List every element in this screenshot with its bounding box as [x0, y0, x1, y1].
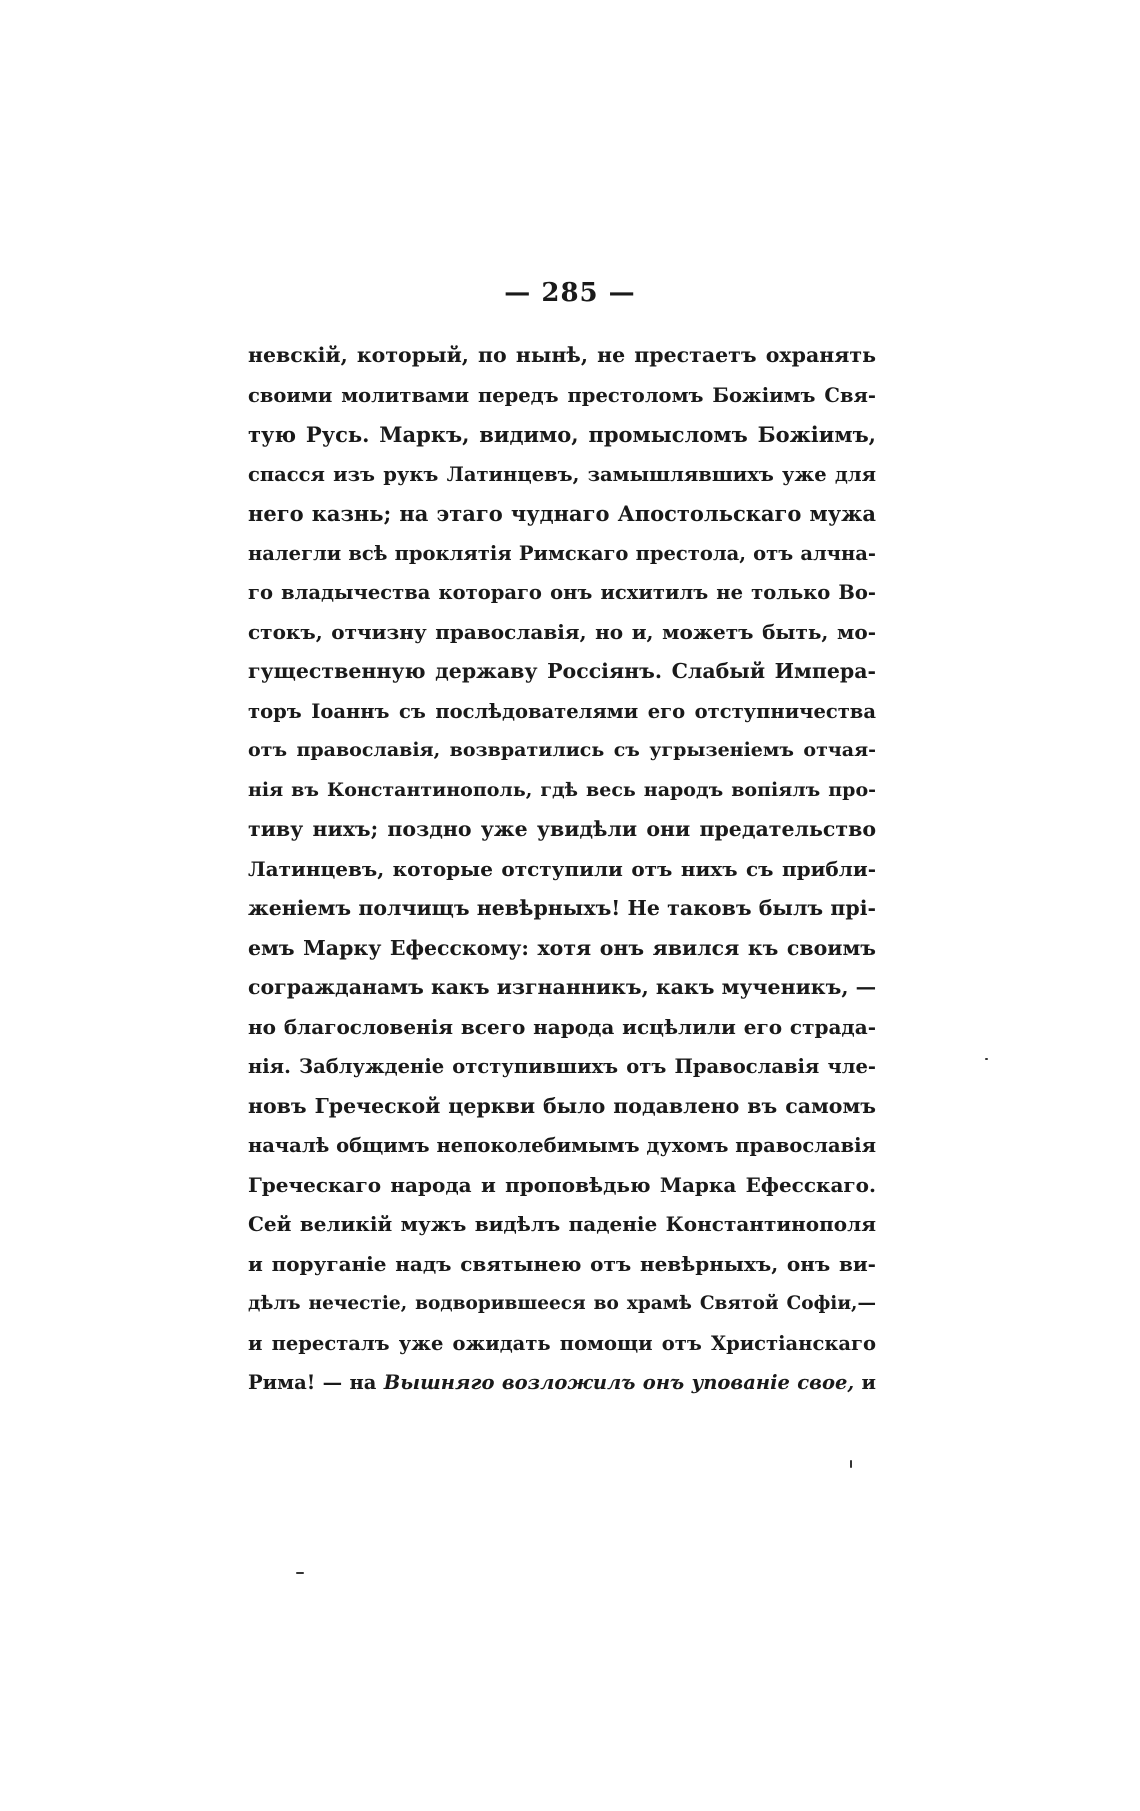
text-line: отъ православія, возвратились съ угрызеніемъ отчая- — [248, 739, 876, 761]
body-text — [248, 336, 876, 1403]
text-line: своими молитвами передъ престоломъ Божіимъ Свя- — [248, 383, 876, 407]
text-line: невскій, который, по нынѣ, не престаетъ охранять — [248, 343, 876, 367]
last-line-start: Рима! — на — [248, 1371, 377, 1394]
text-line: емъ Марку Ефесскому: хотя онъ явился къ своимъ — [248, 935, 876, 960]
text-line: налегли всѣ проклятія Римскаго престола, отъ алчна- — [248, 541, 876, 565]
scan-speck — [296, 1572, 304, 1574]
text-line: спасся изъ рукъ Латинцевъ, замышлявшихъ уже для — [248, 462, 876, 486]
text-line: го владычества котораго онъ исхитилъ не только Во- — [248, 581, 876, 604]
scan-speck — [985, 1058, 988, 1060]
text-line: дѣлъ нечестіе, водворившееся во храмѣ Святой Софіи,— — [248, 1293, 876, 1314]
page-number: — 285 — — [504, 278, 636, 308]
text-line: Греческаго народа и проповѣдью Марка Ефесскаго. — [248, 1172, 876, 1197]
text-line: тую Русь. Маркъ, видимо, промысломъ Божіимъ, — [248, 422, 876, 447]
text-line-last — [248, 1363, 876, 1403]
text-line: новъ Греческой церкви было подавлено въ самомъ — [248, 1093, 876, 1118]
text-line: и пересталъ уже ожидать помощи отъ Христіанскаго — [248, 1331, 876, 1355]
text-line: Сей великій мужъ видѣлъ паденіе Константинополя — [248, 1212, 876, 1236]
text-line: согражданамъ какъ изгнанникъ, какъ мученикъ, — — [248, 975, 876, 999]
last-line-italic: Вышняго возложилъ онъ упованіе свое, — [383, 1371, 855, 1394]
text-line: нія. Заблужденіе отступившихъ отъ Православія чле- — [248, 1055, 876, 1078]
text-line: гущественную державу Россіянъ. Слабый Импера- — [248, 659, 876, 683]
text-line: стокъ, отчизну православія, но и, можетъ быть, мо- — [248, 619, 876, 644]
text-line: нія въ Константинополь, гдѣ весь народъ вопіялъ про- — [248, 778, 876, 801]
text-line: женіемъ полчищъ невѣрныхъ! Не таковъ былъ прі- — [248, 896, 876, 920]
scan-speck — [850, 1460, 852, 1468]
text-line: торъ Іоаннъ съ послѣдователями его отступничества — [248, 699, 876, 723]
text-line: Латинцевъ, которые отступили отъ нихъ съ прибли- — [248, 856, 876, 881]
text-line: но благословенія всего народа исцѣлили его страда- — [248, 1014, 876, 1039]
text-line: тиву нихъ; поздно уже увидѣли они предательство — [248, 817, 876, 841]
last-line-end: и — [861, 1371, 876, 1394]
text-line: и поруганіе надъ святынею отъ невѣрныхъ, онъ ви- — [248, 1251, 876, 1276]
text-line: него казнь; на этаго чуднаго Апостольскаго мужа — [248, 501, 876, 526]
text-line: началѣ общимъ непоколебимымъ духомъ православія — [248, 1134, 876, 1157]
